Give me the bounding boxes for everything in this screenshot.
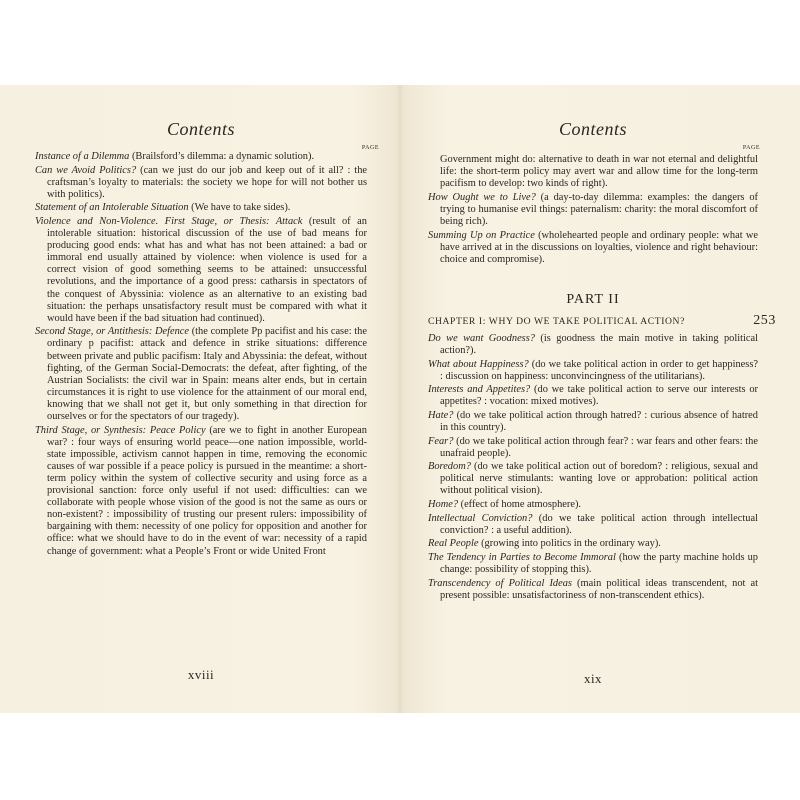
entry-description: (do we take political action through hatred? : curious absence of hatred in this country). bbox=[440, 409, 758, 433]
entry-description: (Brailsford’s dilemma: a dynamic solution). bbox=[129, 151, 315, 162]
entry-title: Third Stage, or Synthesis: Peace Policy bbox=[35, 424, 206, 436]
entry-title: Boredom? bbox=[428, 461, 471, 473]
entry-title: What about Happiness? bbox=[428, 358, 529, 370]
chapter-heading bbox=[428, 312, 776, 328]
contents-entry bbox=[428, 192, 758, 228]
entry-description: (do we take political action in order to get happiness? : discussion on happiness: unconvincingness of the utilitarians). bbox=[440, 358, 758, 382]
entry-description: (do we take political action to serve our interests or appetites? : vocation: mixed motives). bbox=[440, 384, 759, 408]
left-page bbox=[35, 85, 379, 713]
entry-title: Statement of an Intolerable Situation bbox=[35, 202, 189, 214]
entry-description: (can we just do our job and keep out of it all? : the craftsman’s loyalty to materials: the society we hope for will not bother us with politics). bbox=[47, 164, 367, 200]
entry-description: (do we take political action through fear? : war fears and other fears: the unafraid people). bbox=[440, 435, 758, 459]
contents-entry bbox=[35, 425, 367, 558]
entry-description: (result of an intolerable situation: historical discussion of the use of bad means for producing good ends: what has and what has not been attained: a bad or immoral end usually attained by violence: when violence is used for a correct vision of good something seems to be attained: unsuccessful revolutions, and the importance of a good press: catharsis in spectators of the conquest of Abyssinia: violence as an alternative to an existing bad situation: the perhaps unsatisfactory result must be compared with what it would have been if the bad situation had continued). bbox=[47, 215, 367, 324]
chapter-page-number: 253 bbox=[753, 312, 776, 328]
entry-title: The Tendency in Parties to Become Immoral bbox=[428, 551, 616, 563]
left-page-heading: Contents bbox=[166, 119, 235, 139]
contents-entry bbox=[428, 578, 758, 602]
entry-title: Violence and Non-Violence. First Stage, or Thesis: Attack bbox=[35, 215, 303, 227]
contents-entry bbox=[428, 538, 758, 550]
contents-entry bbox=[428, 230, 758, 266]
entry-description: (wholehearted people and ordinary people: what we have arrived at in the discussions on loyalties, violence and right behaviour: choice and compromise). bbox=[440, 229, 758, 265]
right-page-column-label: PAGE bbox=[742, 145, 760, 151]
entry-title: Summing Up on Practice bbox=[428, 229, 535, 241]
contents-entry bbox=[35, 151, 367, 163]
left-page-column-label: PAGE bbox=[361, 145, 379, 151]
contents-entry bbox=[428, 552, 758, 576]
book-spread bbox=[0, 85, 800, 713]
entry-title: Second Stage, or Antithesis: Defence bbox=[35, 326, 190, 338]
entry-title: Intellectual Conviction? bbox=[428, 512, 533, 524]
contents-entry bbox=[35, 202, 367, 214]
entry-title: Transcendency of Political Ideas bbox=[428, 577, 572, 589]
entry-description: (do we take political action out of boredom? : religious, sexual and political nerve stimulants: wanting love or approbation: political action without political vision). bbox=[440, 461, 758, 497]
entry-title: Can we Avoid Politics? bbox=[35, 164, 137, 176]
contents-entry bbox=[35, 326, 367, 423]
entry-title: Do we want Goodness? bbox=[428, 332, 535, 344]
contents-entry bbox=[428, 499, 758, 511]
contents-entry bbox=[428, 436, 758, 460]
entry-title: Fear? bbox=[428, 435, 454, 447]
entry-title: Real People bbox=[428, 538, 479, 550]
entry-description: (growing into politics in the ordinary way). bbox=[478, 538, 661, 550]
entry-description: (We have to take sides). bbox=[188, 202, 291, 214]
entry-title: Hate? bbox=[428, 409, 454, 421]
left-page-number: xviii bbox=[187, 667, 215, 682]
entry-description: (is goodness the main motive in taking political action?). bbox=[440, 332, 759, 356]
part-heading: PART II bbox=[566, 291, 620, 307]
contents-entry bbox=[35, 216, 367, 325]
contents-entry bbox=[428, 513, 758, 537]
chapter-title: CHAPTER I: WHY DO WE TAKE POLITICAL ACTION? bbox=[428, 315, 685, 327]
right-page-number: xix bbox=[583, 671, 603, 686]
entry-description: (do we take political action through intellectual conviction? : a useful addition). bbox=[440, 512, 758, 536]
entry-title: Home? bbox=[428, 499, 459, 511]
entry-description: (a day-to-day dilemma: examples: the dangers of trying to humanise evil things: paternalism: charity: the moral discomfort of being rich). bbox=[440, 191, 758, 227]
right-contents-list bbox=[428, 154, 776, 603]
entry-title: Interests and Appetites? bbox=[428, 384, 531, 396]
right-page bbox=[428, 85, 776, 713]
entry-description: (main political ideas transcendent, not at present possible: unsatisfactoriness of non-transcendent ethics). bbox=[440, 577, 758, 601]
contents-entry bbox=[428, 359, 758, 383]
entry-description: (are we to fight in another European war? : four ways of ensuring world peace—one nation impossible, world-state impossible, activism cannot happen in time, removing the economic causes of war possible if a peace policy is pursued in the meantime: a short-term policy within the system of collective security and using force as a provisional sanction: force only useful if not used: difficulties: can we collaborate with people whose vision of the good is not the same as ours or non-existent? : impossibility of trusting our present rulers: impossibility of bargaining with them: necessity of one policy for opposition and another for office: what we should have to do in the event of war: necessity of a rapid change of government: what a People’s Front or wide United Front bbox=[47, 424, 367, 557]
contents-entry bbox=[35, 165, 367, 201]
entry-description: (the complete Pp pacifist and his case: the ordinary p pacifist: attack and defence in strike situations: difference between private and public pacifism: Italy and Abyssinia: the defeat, without fighting, of the German Social-Democrats: the defeat, after fighting, of the Austrian Socialists: the civil war in Spain: means alter ends, but in certain circumstances it is right to use violence for the attainment of our moral end, knowing that we shall not get it, but only something in that direction for ourselves or for the spectators of our tragedy). bbox=[47, 326, 367, 422]
entry-description: (effect of home atmosphere). bbox=[458, 499, 582, 511]
contents-entry bbox=[428, 410, 758, 434]
left-contents-list bbox=[35, 151, 367, 559]
entry-title: Instance of a Dilemma bbox=[35, 151, 130, 162]
entry-title: How Ought we to Live? bbox=[428, 191, 536, 203]
continued-entry-text: Government might do: alternative to death in war not eternal and delightful life: the short-term policy may avert war and allow time for the long-term pacifism to develop: two kinds of right). bbox=[440, 154, 758, 190]
entry-description: (how the party machine holds up change: possibility of stopping this). bbox=[440, 551, 758, 576]
contents-entry bbox=[428, 461, 758, 497]
right-page-heading: Contents bbox=[558, 119, 627, 139]
contents-entry bbox=[428, 384, 758, 408]
contents-entry bbox=[428, 333, 758, 357]
